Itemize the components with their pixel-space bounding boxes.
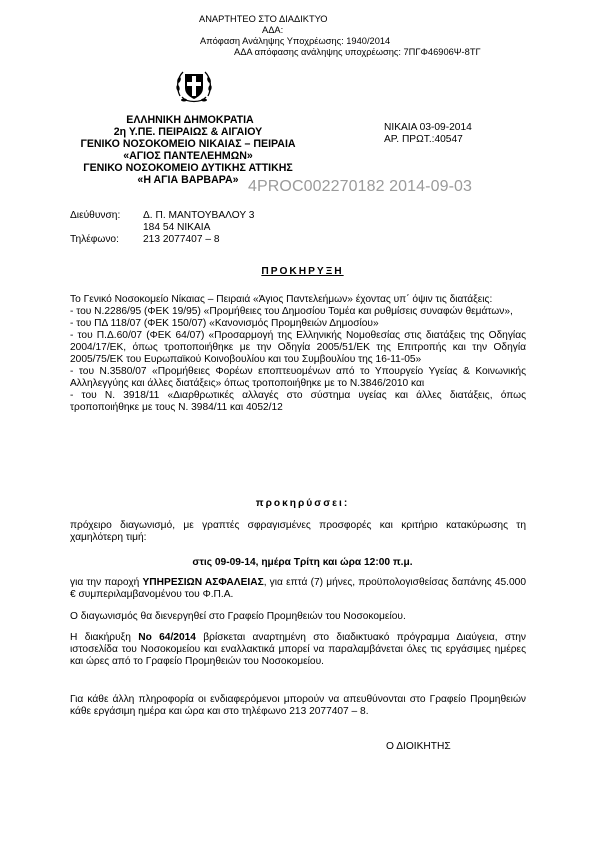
info-paragraph: Για κάθε άλλη πληροφορία οι ενδιαφερόμενοι μπορούν να απευθύνονται στο Γραφείο Προμηθειών κάθε εργάσιμη ημέρα και ώρα και στο τηλέφωνο 213 2077407 – 8.	[70, 694, 526, 717]
tender-paragraph: πρόχειρο διαγωνισμό, με γραπτές σφραγισμένες προσφορές και κριτήριο κατακύρωσης τη χαμηλότερη τιμή:	[70, 520, 526, 543]
intro-paragraph: Το Γενικό Νοσοκομείο Νίκαιας – Πειραιά «Άγιος Παντελεήμων» έχοντας υπ΄ όψιν τις διατάξεις:	[70, 294, 493, 305]
notice-line-4: ΑΔΑ απόφασης ανάληψης υποχρέωσης: 7ΠΓΦ46906Ψ-8ΤΓ	[234, 47, 481, 57]
service-prefix: για την παροχή	[70, 577, 143, 588]
proclaim-heading: προκηρύσσει:	[255, 498, 350, 509]
provision-item: - του Π.Δ.60/07 (ΦΕΚ 64/07) «Προσαρμογή της Ελληνικής Νομοθεσίας στις διατάξεις της Οδηγίας 2004/17/ΕΚ, όπως τροποποιήθηκε με την Οδηγία 2005/51/ΕΚ της Επιτροπής και την Οδηγία 2005/75/ΕΚ του Ευρωπαϊκού Κοινοβουλίου και του Συμβουλίου της 16-11-05»	[70, 330, 526, 365]
signature-title: Ο ΔΙΟΙΚΗΤΗΣ	[386, 741, 451, 752]
place-date: ΝΙΚΑΙΑ 03-09-2014	[384, 122, 472, 133]
location-paragraph: Ο διαγωνισμός θα διενεργηθεί στο Γραφείο Προμηθειών του Νοσοκομείου.	[70, 611, 406, 622]
greek-coat-of-arms-icon	[174, 66, 214, 108]
address-label: Διεύθυνση:	[70, 210, 121, 221]
tender-date: στις 09-09-14, ημέρα Τρίτη και ώρα 12:00 π.μ.	[192, 557, 413, 568]
header-line-4: «ΑΓΙΟΣ ΠΑΝΤΕΛΕΗΜΩΝ»	[123, 150, 253, 162]
document-title: ΠΡΟΚΗΡΥΞΗ	[261, 266, 344, 277]
protocol-number: ΑΡ. ΠΡΩΤ.:40547	[384, 134, 463, 145]
header-line-2: 2η Υ.ΠΕ. ΠΕΙΡΑΙΩΣ & ΑΙΓΑΙΟΥ	[113, 126, 263, 138]
address-line-1: Δ. Π. ΜΑΝΤΟΥΒΑΛΟΥ 3	[143, 210, 255, 221]
service-paragraph	[70, 577, 526, 601]
provision-item: - του Ν.2286/95 (ΦΕΚ 19/95) «Προμήθειες του Δημοσίου Τομέα και ρυθμίσεις συναφών θεμάτων»,	[70, 306, 513, 317]
date-block	[384, 122, 472, 146]
publication-prefix: Η διακήρυξη	[70, 632, 139, 643]
service-suffix: , για επτά (7) μήνες, προϋπολογισθείσας δαπάνης 45.000 € συμπεριλαμβανομένου του Φ.Π.Α.	[70, 577, 527, 600]
header-line-5: ΓΕΝΙΚΟ ΝΟΣΟΚΟΜΕΙΟ ΔΥΤΙΚΗΣ ΑΤΤΙΚΗΣ	[83, 162, 293, 174]
contact-block	[70, 210, 254, 246]
service-name: ΥΠΗΡΕΣΙΩΝ ΑΣΦΑΛΕΙΑΣ	[142, 577, 264, 588]
publication-number: Νο 64/2014	[138, 632, 196, 643]
notice-line-1: ΑΝΑΡΤΗΤΕΟ ΣΤΟ ΔΙΑΔΙΚΤΥΟ	[199, 14, 328, 24]
provision-item: - του Ν. 3918/11 «Διαρθρωτικές αλλαγές στο σύστημα υγείας και άλλες διατάξεις, όπως τροποποιήθηκε με τους Ν. 3984/11 και 4052/12	[70, 390, 526, 413]
top-notice	[199, 14, 528, 58]
notice-line-2: ΑΔΑ:	[262, 25, 284, 35]
institution-header	[38, 114, 338, 186]
body-text	[70, 294, 526, 414]
provision-item: - του Ν.3580/07 «Προμήθειες Φορέων εποπτευομένων από το Υπουργείο Υγείας & Κοινωνικής Αλληλεγγύης και άλλες διατάξεις» όπως τροποποιήθηκε με το Ν.3846/2010 και	[70, 366, 526, 389]
notice-line-3: Απόφαση Ανάληψης Υποχρέωσης: 1940/2014	[200, 36, 391, 46]
provision-item: - του ΠΔ 118/07 (ΦΕΚ 150/07) «Κανονισμός Προμηθειών Δημοσίου»	[70, 318, 379, 329]
phone-label: Τηλέφωνο:	[70, 234, 119, 245]
publication-paragraph	[70, 632, 526, 668]
address-line-2: 184 54 ΝΙΚΑΙΑ	[143, 222, 211, 233]
protocol-stamp: 4PROC002270182 2014-09-03	[248, 178, 472, 195]
header-line-3: ΓΕΝΙΚΟ ΝΟΣΟΚΟΜΕΙΟ ΝΙΚΑΙΑΣ – ΠΕΙΡΑΙΑ	[80, 138, 296, 150]
publication-suffix: βρίσκεται αναρτημένη στο διαδικτυακό πρόγραμμα Διαύγεια, στην ιστοσελίδα του Νοσοκομείου και εναλλακτικά μπορεί να παραλαμβάνεται όλες τις εργάσιμες ημέρες και ώρες από το Γραφείο Προμηθειών του Νοσοκομείου.	[70, 632, 526, 667]
phone-number: 213 2077407 – 8	[143, 234, 220, 245]
header-line-6: «Η ΑΓΙΑ ΒΑΡΒΑΡΑ»	[137, 174, 239, 186]
header-line-1: ΕΛΛΗΝΙΚΗ ΔΗΜΟΚΡΑΤΙΑ	[126, 114, 254, 126]
